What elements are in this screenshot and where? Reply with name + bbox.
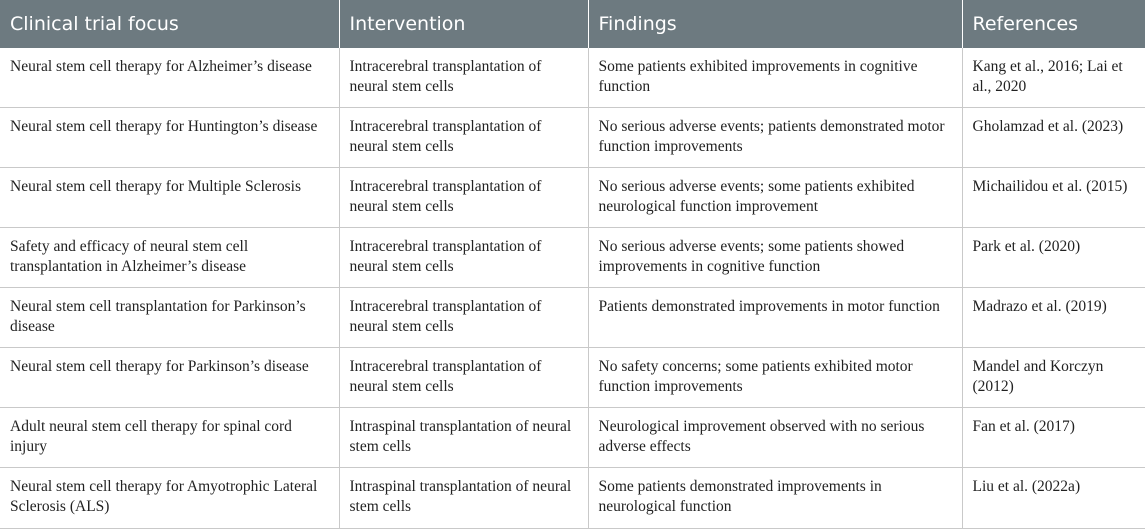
- header-references: References: [962, 0, 1145, 48]
- cell-intervention: Intraspinal transplantation of neural stem cells: [339, 468, 588, 529]
- table-row: [0, 468, 1145, 529]
- header-intervention: Intervention: [339, 0, 588, 48]
- cell-references: Park et al. (2020): [962, 228, 1145, 288]
- cell-focus: Neural stem cell therapy for Alzheimer’s disease: [0, 48, 339, 108]
- cell-focus: Neural stem cell therapy for Amyotrophic Lateral Sclerosis (ALS): [0, 468, 339, 529]
- cell-findings: No serious adverse events; patients demonstrated motor function improvements: [588, 108, 962, 168]
- cell-findings: Patients demonstrated improvements in motor function: [588, 288, 962, 348]
- cell-findings: Neurological improvement observed with no serious adverse effects: [588, 408, 962, 468]
- cell-findings: No serious adverse events; some patients showed improvements in cognitive function: [588, 228, 962, 288]
- cell-findings: No serious adverse events; some patients exhibited neurological function improvement: [588, 168, 962, 228]
- cell-findings: Some patients exhibited improvements in cognitive function: [588, 48, 962, 108]
- table-row: [0, 108, 1145, 168]
- cell-findings: No safety concerns; some patients exhibited motor function improvements: [588, 348, 962, 408]
- cell-references: Kang et al., 2016; Lai et al., 2020: [962, 48, 1145, 108]
- cell-intervention: Intracerebral transplantation of neural stem cells: [339, 108, 588, 168]
- header-clinical-trial-focus: Clinical trial focus: [0, 0, 339, 48]
- cell-intervention: Intraspinal transplantation of neural stem cells: [339, 408, 588, 468]
- cell-intervention: Intracerebral transplantation of neural stem cells: [339, 228, 588, 288]
- cell-references: Gholamzad et al. (2023): [962, 108, 1145, 168]
- table-body: [0, 48, 1145, 529]
- table-row: [0, 168, 1145, 228]
- cell-focus: Adult neural stem cell therapy for spinal cord injury: [0, 408, 339, 468]
- cell-references: Mandel and Korczyn (2012): [962, 348, 1145, 408]
- table-row: [0, 348, 1145, 408]
- table-row: [0, 408, 1145, 468]
- cell-references: Liu et al. (2022a): [962, 468, 1145, 529]
- cell-intervention: Intracerebral transplantation of neural stem cells: [339, 168, 588, 228]
- header-row: [0, 0, 1145, 48]
- cell-references: Michailidou et al. (2015): [962, 168, 1145, 228]
- header-findings: Findings: [588, 0, 962, 48]
- table-header: [0, 0, 1145, 48]
- cell-focus: Neural stem cell therapy for Huntington’s disease: [0, 108, 339, 168]
- cell-focus: Neural stem cell therapy for Parkinson’s disease: [0, 348, 339, 408]
- cell-intervention: Intracerebral transplantation of neural stem cells: [339, 288, 588, 348]
- cell-focus: Neural stem cell therapy for Multiple Sclerosis: [0, 168, 339, 228]
- cell-focus: Safety and efficacy of neural stem cell transplantation in Alzheimer’s disease: [0, 228, 339, 288]
- cell-intervention: Intracerebral transplantation of neural stem cells: [339, 48, 588, 108]
- cell-references: Fan et al. (2017): [962, 408, 1145, 468]
- cell-focus: Neural stem cell transplantation for Parkinson’s disease: [0, 288, 339, 348]
- table-row: [0, 228, 1145, 288]
- cell-references: Madrazo et al. (2019): [962, 288, 1145, 348]
- cell-findings: Some patients demonstrated improvements in neurological function: [588, 468, 962, 529]
- cell-intervention: Intracerebral transplantation of neural stem cells: [339, 348, 588, 408]
- table-row: [0, 288, 1145, 348]
- table-row: [0, 48, 1145, 108]
